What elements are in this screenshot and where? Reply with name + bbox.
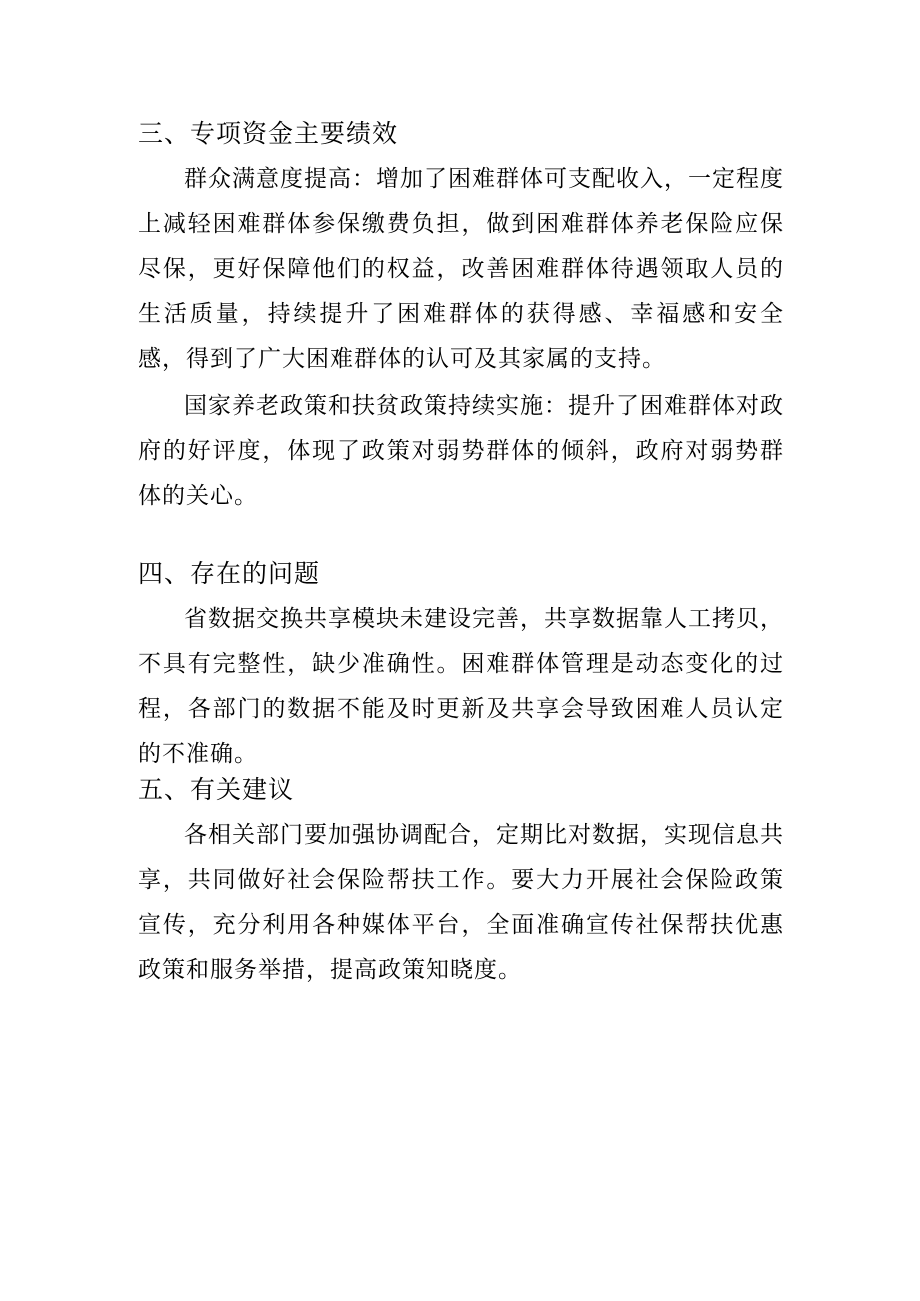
paragraph: 国家养老政策和扶贫政策持续实施：提升了困难群体对政府的好评度，体现了政策对弱势群体的倾斜，政府对弱势群体的关心。 (138, 393, 784, 509)
section-heading: 三、专项资金主要绩效 (138, 119, 399, 148)
section-problems (138, 557, 784, 779)
paragraph: 省数据交换共享模块未建设完善，共享数据靠人工拷贝，不具有完整性，缺少准确性。困难群体管理是动态变化的过程，各部门的数据不能及时更新及共享会导致困难人员认定的不准确。 (138, 606, 784, 767)
section-heading: 五、有关建议 (138, 775, 295, 804)
section-heading: 四、存在的问题 (138, 559, 321, 588)
paragraph: 群众满意度提高：增加了困难群体可支配收入，一定程度上减轻困难群体参保缴费负担，做到困难群体养老保险应保尽保，更好保障他们的权益，改善困难群体待遇领取人员的生活质量，持续提升了困难群体的获得感、幸福感和安全感，得到了广大困难群体的认可及其家属的支持。 (138, 166, 784, 372)
paragraph: 各相关部门要加强协调配合，定期比对数据，实现信息共享，共同做好社会保险帮扶工作。要大力开展社会保险政策宣传，充分利用各种媒体平台，全面准确宣传社保帮扶优惠政策和服务举措，提高政策知晓度。 (138, 822, 784, 983)
section-performance (138, 117, 784, 521)
section-suggestions (138, 773, 784, 995)
